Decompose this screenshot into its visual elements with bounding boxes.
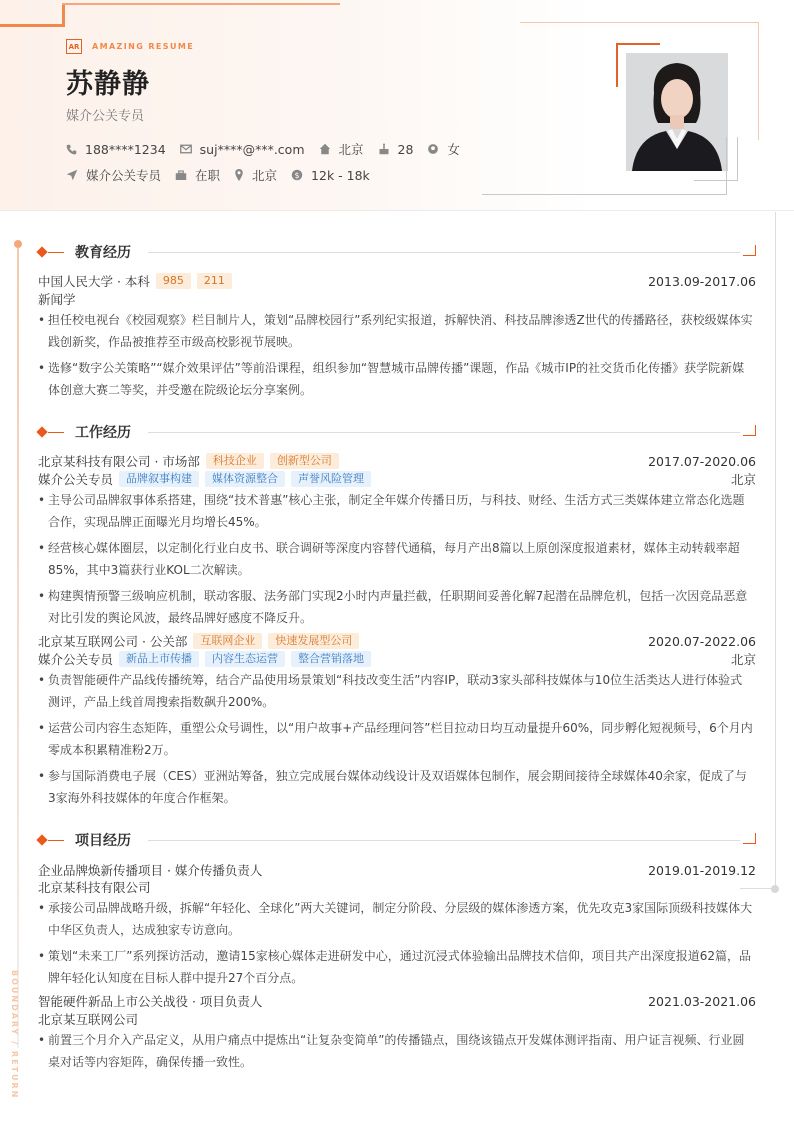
job-role: 媒介公关专员 xyxy=(38,472,114,487)
location-pin-icon xyxy=(234,169,244,181)
corner-mark xyxy=(743,425,756,436)
header-decoration xyxy=(0,24,64,27)
company-tag: 科技企业 xyxy=(206,453,264,469)
send-icon xyxy=(66,169,78,181)
list-item: • 前置三个月介入产品定义，从用户痛点中提炼出“让复杂变简单”的传播锚点，围绕该锚点开发媒体测评指南、用户证言视频、行业圆桌对话等内容矩阵，确保传播一致性。 xyxy=(38,1033,745,1069)
svg-text:$: $ xyxy=(294,171,300,180)
project-header xyxy=(38,992,756,1010)
education-major-row xyxy=(38,290,756,308)
photo-frame-decoration xyxy=(520,22,758,23)
tagline: AMAZING RESUME xyxy=(92,42,195,51)
skill-tag: 整合营销落地 xyxy=(291,651,371,667)
school-name: 中国人民大学 · 本科 xyxy=(38,274,150,289)
company-tag: 互联网企业 xyxy=(193,633,262,649)
right-rail-dot xyxy=(771,885,779,893)
skill-tag: 品牌叙事构建 xyxy=(119,471,199,487)
work-company-row xyxy=(38,452,756,470)
project-org: 北京某科技有限公司 xyxy=(38,880,151,895)
contact-email: suj****@***.com xyxy=(180,142,305,157)
intent-city: 北京 xyxy=(234,166,277,184)
company-tag: 快速发展型公司 xyxy=(268,633,359,649)
work-period: 2020.07-2022.06 xyxy=(648,633,756,649)
photo-frame-decoration xyxy=(758,22,759,140)
mail-icon xyxy=(180,144,192,154)
section-title: 教育经历 xyxy=(75,245,131,261)
contact-gender: 女 xyxy=(427,140,460,158)
skill-tag: 内容生态运营 xyxy=(205,651,285,667)
list-item: • 选修“数字公关策略”“媒介效果评估”等前沿课程，组织参加“智慧城市品牌传播”课题，作品《城市IP的社交货币化传播》获学院新媒体创意大赛二等奖，并受邀在院级论坛分享案例。 xyxy=(38,361,745,397)
project-name: 智能硬件新品上市公关战役 · 项目负责人 xyxy=(38,994,263,1009)
job-role: 媒介公关专员 xyxy=(38,652,114,667)
header-decoration xyxy=(62,3,340,5)
list-item: • 承接公司品牌战略升级，拆解“年轻化、全球化”两大关键词，制定分阶段、分层级的媒体渗透方案，优先攻克3家国际顶级科技媒体大中华区负责人，达成独家专访意向。 xyxy=(38,901,753,937)
work-role-row xyxy=(38,470,756,488)
work-city: 北京 xyxy=(730,472,756,487)
photo-frame-decoration xyxy=(726,137,727,195)
section-education xyxy=(36,242,756,262)
project-header xyxy=(38,861,756,879)
corner-mark xyxy=(743,245,756,256)
intent-salary: $ 12k - 18k xyxy=(291,168,370,183)
brand-badge xyxy=(66,39,194,54)
phone-icon xyxy=(66,144,77,155)
project-org: 北京某互联网公司 xyxy=(38,1012,139,1027)
company-name: 北京某科技有限公司 · 市场部 xyxy=(38,454,200,469)
intent-position: 媒介公关专员 xyxy=(66,166,161,184)
list-item: • 运营公司内容生态矩阵，重塑公众号调性，以“用户故事+产品经理问答”栏目拉动日均互动量提升60%，同步孵化短视频号，6个月内零成本积累精准粉2万。 xyxy=(38,721,753,757)
cake-icon xyxy=(378,143,390,155)
education-header xyxy=(38,272,756,290)
work-city: 北京 xyxy=(730,652,756,667)
company-name: 北京某互联网公司 · 公关部 xyxy=(38,634,188,649)
timeline-rail xyxy=(17,248,19,1048)
section-project xyxy=(36,830,756,850)
photo-frame-decoration xyxy=(737,137,738,181)
photo-frame-decoration xyxy=(482,194,726,195)
list-item: • 担任校电视台《校园观察》栏目制片人，策划“品牌校园行”系列纪实报道，拆解快消、科技品牌渗透Z世代的传播路径，获校级媒体实践创新奖，作品被推荐至市级高校影视节展映。 xyxy=(38,313,753,349)
list-item: • 策划“未来工厂”系列探访活动，邀请15家核心媒体走进研发中心，通过沉浸式体验输出品牌技术信仰，项目共产出深度报道62篇，品牌年轻化认知度在目标人群中提升27个百分点。 xyxy=(38,949,751,985)
resume-header xyxy=(0,0,794,211)
work-company-row xyxy=(38,632,756,650)
section-work xyxy=(36,422,756,442)
gender-icon xyxy=(427,143,439,155)
header-decoration xyxy=(62,3,65,27)
diamond-icon xyxy=(36,834,47,845)
project-org-row xyxy=(38,1010,756,1028)
school-tag: 211 xyxy=(197,273,232,289)
home-icon xyxy=(319,143,331,155)
company-tag: 创新型公司 xyxy=(270,453,339,469)
diamond-icon xyxy=(36,426,47,437)
list-item: • 构建舆情预警三级响应机制，联动客服、法务部门实现2小时内声量拦截，任职期间妥善化解7起潜在品牌危机，包括一次因竞品恶意对比引发的舆论风波，最终品牌好感度不降反升。 xyxy=(38,589,748,625)
money-icon xyxy=(291,169,303,181)
work-period: 2017.07-2020.06 xyxy=(648,453,756,469)
contact-city: 北京 xyxy=(319,140,364,158)
photo-frame-decoration xyxy=(694,180,738,181)
project-org-row xyxy=(38,878,756,896)
diamond-icon xyxy=(36,246,47,257)
contact-row xyxy=(66,140,474,158)
side-label: BOUNDARY / RETURN xyxy=(10,970,19,1100)
ar-logo: AR xyxy=(66,39,82,54)
photo-frame-decoration xyxy=(616,43,618,87)
section-title: 工作经历 xyxy=(75,425,131,441)
candidate-title: 媒介公关专员 xyxy=(66,109,145,124)
education-period: 2013.09-2017.06 xyxy=(648,273,756,289)
candidate-name: 苏静静 xyxy=(66,69,150,100)
project-period: 2019.01-2019.12 xyxy=(648,862,756,878)
briefcase-icon xyxy=(175,170,187,181)
section-title: 项目经历 xyxy=(75,833,131,849)
contact-phone: 188****1234 xyxy=(66,142,166,157)
project-period: 2021.03-2021.06 xyxy=(648,993,756,1009)
corner-mark xyxy=(743,833,756,844)
major: 新闻学 xyxy=(38,292,76,307)
job-intent-row xyxy=(66,166,384,184)
list-item: • 主导公司品牌叙事体系搭建，围绕“技术普惠”核心主张，制定全年媒介传播日历，与科技、财经、生活方式三类媒体建立常态化选题合作，实现品牌正面曝光月均增长45%。 xyxy=(38,493,745,529)
contact-age: 28 xyxy=(378,142,414,157)
work-role-row xyxy=(38,650,756,668)
school-tag: 985 xyxy=(156,273,191,289)
intent-status: 在职 xyxy=(175,166,220,184)
photo-frame-decoration xyxy=(616,43,660,45)
project-name: 企业品牌焕新传播项目 · 媒介传播负责人 xyxy=(38,863,263,878)
timeline-dot xyxy=(14,240,22,248)
list-item: • 参与国际消费电子展（CES）亚洲站筹备，独立完成展台媒体动线设计及双语媒体包制作，展会期间接待全球媒体40余家，促成了与3家海外科技媒体的年度合作框架。 xyxy=(38,769,747,805)
skill-tag: 新品上市传播 xyxy=(119,651,199,667)
skill-tag: 声誉风险管理 xyxy=(291,471,371,487)
right-rail xyxy=(775,212,776,888)
profile-photo xyxy=(626,53,728,171)
list-item: • 经营核心媒体圈层，以定制化行业白皮书、联合调研等深度内容替代通稿，每月产出8篇以上原创深度报道素材，媒体主动转载率超85%，其中3篇获行业KOL二次解读。 xyxy=(38,541,740,577)
skill-tag: 媒体资源整合 xyxy=(205,471,285,487)
list-item: • 负责智能硬件产品线传播统筹，结合产品使用场景策划“科技改变生活”内容IP，联动3家头部科技媒体与10位生活类达人进行体验式测评，产品上线首周搜索指数飙升200%。 xyxy=(38,673,743,709)
